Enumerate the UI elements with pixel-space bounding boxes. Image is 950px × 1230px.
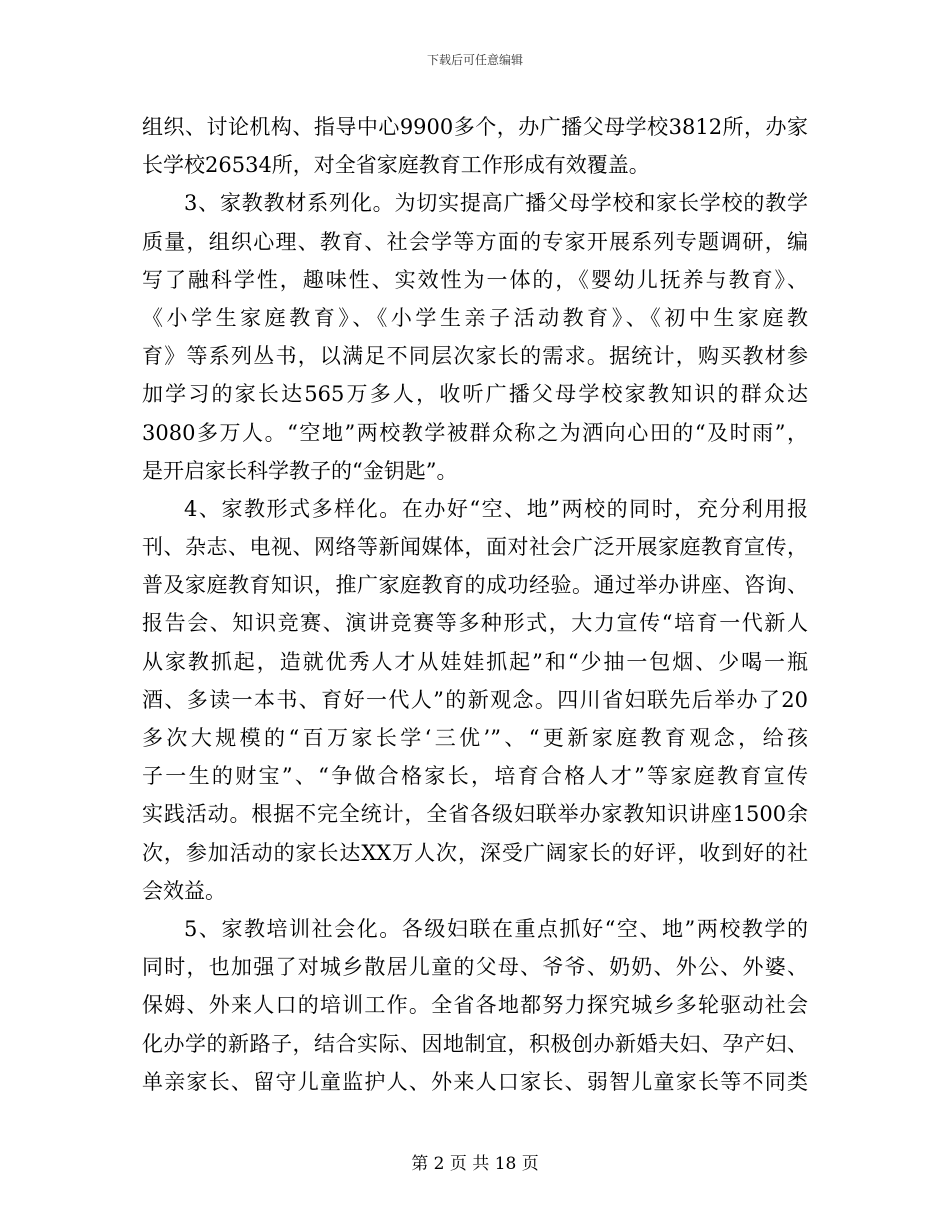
- text-line: 从家教抓起，造就优秀人才从娃娃抓起”和“少抽一包烟、少喝一瓶: [142, 649, 808, 674]
- text-line: 质量，组织心理、教育、社会学等方面的专家开展系列专题调研，编: [142, 229, 808, 254]
- text-line: 会效益。: [142, 878, 226, 903]
- text-line: 同时，也加强了对城乡散居儿童的父母、爷爷、奶奶、外公、外婆、: [142, 955, 808, 980]
- text-line: 化办学的新路子，结合实际、因地制宜，积极创办新婚夫妇、孕产妇、: [142, 1031, 808, 1056]
- text-line: 加学习的家长达565万多人，收听广播父母学校家教知识的群众达: [142, 382, 808, 407]
- text-line: 育》等系列丛书，以满足不同层次家长的需求。据统计，购买教材参: [142, 344, 808, 369]
- text-line: 报告会、知识竞赛、演讲竞赛等多种形式，大力宣传“培育一代新人: [142, 611, 808, 636]
- document-body: [142, 108, 808, 1101]
- text-line: 5、家教培训社会化。各级妇联在重点抓好“空、地”两校教学的: [184, 916, 808, 941]
- text-line: 4、家教形式多样化。在办好“空、地”两校的同时，充分利用报: [184, 496, 808, 521]
- page-footer: 第 2 页 共 18 页: [411, 1154, 539, 1174]
- text-line: 长学校26534所，对全省家庭教育工作形成有效覆盖。: [142, 153, 650, 178]
- text-line: 是开启家长科学教子的“金钥匙”。: [142, 458, 458, 483]
- text-line: 写了融科学性，趣味性、实效性为一体的，《婴幼儿抚养与教育》、: [142, 267, 808, 292]
- page-header: 下载后可任意编辑: [426, 53, 523, 67]
- text-line: 3080多万人。“空地”两校教学被群众称之为洒向心田的“及时雨”，: [142, 420, 808, 445]
- text-line: 刊、杂志、电视、网络等新闻媒体，面对社会广泛开展家庭教育宣传，: [142, 535, 808, 560]
- text-line: 子一生的财宝”、“争做合格家长，培育合格人才”等家庭教育宣传: [142, 764, 808, 789]
- text-line: 单亲家长、留守儿童监护人、外来人口家长、弱智儿童家长等不同类: [142, 1069, 808, 1094]
- text-line: 酒、多读一本书、育好一代人”的新观念。四川省妇联先后举办了20: [142, 687, 808, 712]
- text-line: 次，参加活动的家长达XX万人次，深受广阔家长的好评，收到好的社: [142, 840, 808, 865]
- text-line: 组织、讨论机构、指导中心9900多个，办广播父母学校3812所，办家: [142, 115, 808, 139]
- text-line: 《小学生家庭教育》、《小学生亲子活动教育》、《初中生家庭教: [142, 305, 808, 330]
- text-line: 实践活动。根据不完全统计，全省各级妇联举办家教知识讲座1500余: [142, 802, 808, 827]
- text-line: 多次大规模的“百万家长学‘三优’”、“更新家庭教育观念，给孩: [142, 726, 808, 750]
- text-line: 保姆、外来人口的培训工作。全省各地都努力探究城乡多轮驱动社会: [142, 993, 808, 1018]
- text-line: 3、家教教材系列化。为切实提高广播父母学校和家长学校的教学: [184, 191, 808, 216]
- text-line: 普及家庭教育知识，推广家庭教育的成功经验。通过举办讲座、咨询、: [142, 573, 808, 598]
